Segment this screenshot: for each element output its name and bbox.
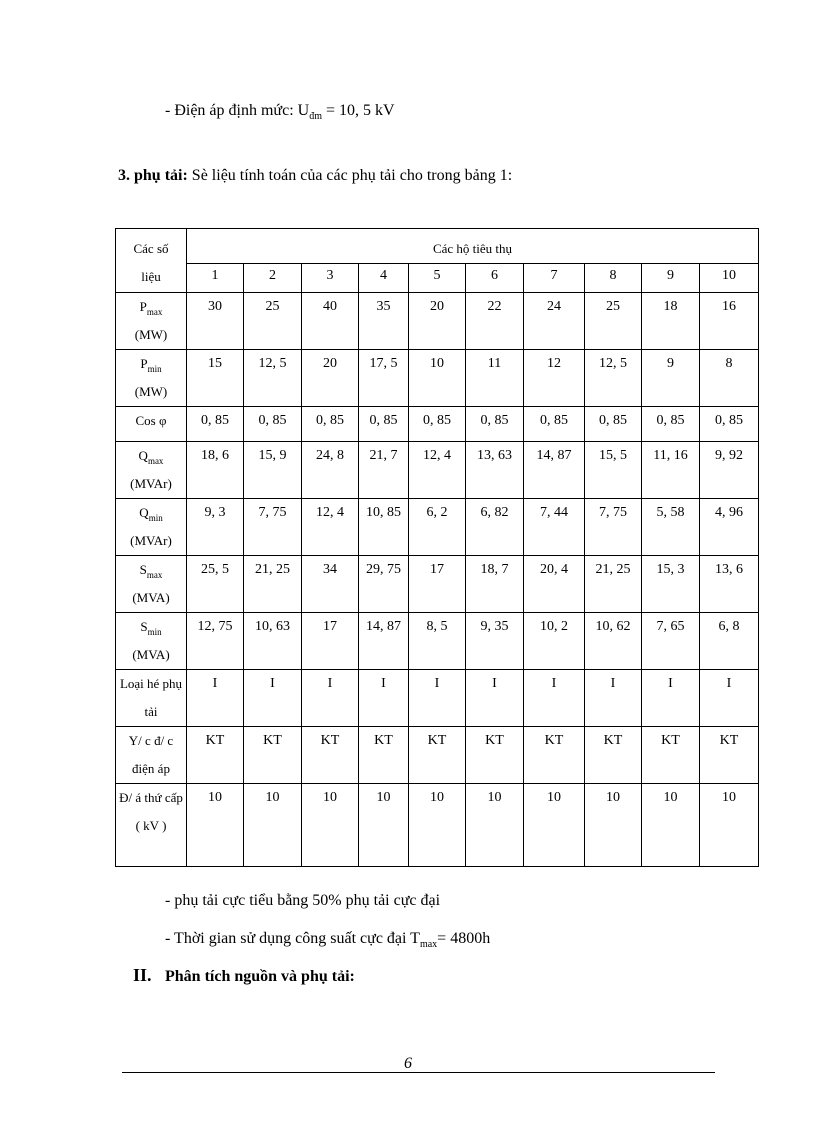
table-cell: 10 — [302, 784, 359, 867]
note-tmax-label: - Thời gian sử dụng công suất cực đại T — [165, 930, 420, 947]
column-header-2: 2 — [244, 264, 302, 293]
table-row — [116, 613, 759, 670]
table-cell: 9, 35 — [466, 613, 524, 670]
table-cell: 10 — [700, 784, 759, 867]
corner-line-2: liệu — [141, 269, 161, 284]
rated-voltage-label: - Điện áp định mức: U — [165, 102, 310, 119]
column-header-8: 8 — [585, 264, 642, 293]
table-cell: 15 — [187, 350, 244, 407]
table-header-row-2 — [116, 264, 759, 293]
table-cell: 21, 25 — [585, 556, 642, 613]
table-cell: 8 — [700, 350, 759, 407]
table-cell: I — [302, 670, 359, 727]
table-cell: 0, 85 — [642, 407, 700, 442]
table-cell: I — [187, 670, 244, 727]
table-cell: 17, 5 — [359, 350, 409, 407]
page-number: 6 — [404, 1055, 412, 1072]
load-data-table — [115, 228, 759, 867]
table-cell: 12, 5 — [244, 350, 302, 407]
row-label-subscript: min — [147, 627, 162, 637]
table-cell: 12 — [524, 350, 585, 407]
table-cell: 10 — [466, 784, 524, 867]
table-cell: 17 — [409, 556, 466, 613]
consumers-header: Các hộ tiêu thụ — [187, 229, 759, 264]
row-label-unit: (MVA) — [132, 590, 170, 605]
table-cell: 0, 85 — [359, 407, 409, 442]
row-label-main: Y/ c đ/ c điện áp — [128, 733, 174, 776]
table-cell: 20 — [302, 350, 359, 407]
table-cell: 11, 16 — [642, 442, 700, 499]
table-cell: 10 — [585, 784, 642, 867]
table-cell: 0, 85 — [244, 407, 302, 442]
table-cell: 0, 85 — [585, 407, 642, 442]
table-cell: 13, 63 — [466, 442, 524, 499]
table-cell: 18, 7 — [466, 556, 524, 613]
table-cell: 25 — [244, 293, 302, 350]
table-cell: 25 — [585, 293, 642, 350]
table-cell: 10, 85 — [359, 499, 409, 556]
table-cell: 18, 6 — [187, 442, 244, 499]
row-label-main: S — [140, 619, 148, 634]
row-label-main: Cos φ — [135, 413, 167, 428]
table-cell: 29, 75 — [359, 556, 409, 613]
note-tmax — [165, 930, 490, 948]
row-label-subscript: min — [148, 513, 163, 523]
table-cell: 24, 8 — [302, 442, 359, 499]
row-label-main: Loại hé phụ tải — [119, 676, 183, 719]
row-label-subscript: max — [146, 570, 163, 580]
row-label — [116, 670, 187, 727]
table-cell: KT — [642, 727, 700, 784]
row-label-main: Đ/ á thứ cấp ( kV ) — [119, 790, 183, 833]
table-cell: I — [359, 670, 409, 727]
row-label-unit: (MW) — [134, 327, 168, 342]
table-cell: 12, 5 — [585, 350, 642, 407]
table-cell: 0, 85 — [466, 407, 524, 442]
table-row — [116, 293, 759, 350]
table-cell: 25, 5 — [187, 556, 244, 613]
table-cell: 9, 92 — [700, 442, 759, 499]
row-label-unit: (MVAr) — [130, 533, 172, 548]
table-cell: 0, 85 — [409, 407, 466, 442]
table-cell: 5, 58 — [642, 499, 700, 556]
table-cell: 30 — [187, 293, 244, 350]
table-cell: 21, 7 — [359, 442, 409, 499]
table-cell: I — [244, 670, 302, 727]
section-3-title: 3. phụ tải: — [118, 167, 188, 184]
row-label-main: Q — [138, 448, 148, 463]
table-cell: 7, 75 — [244, 499, 302, 556]
note-min-load: - phụ tải cực tiểu bằng 50% phụ tải cực đại — [165, 892, 441, 909]
row-label-main: Q — [139, 505, 149, 520]
table-cell: 14, 87 — [359, 613, 409, 670]
table-cell: I — [642, 670, 700, 727]
row-label — [116, 293, 187, 350]
section-2-title: Phân tích nguồn và phụ tải: — [165, 968, 355, 985]
table-cell: 0, 85 — [302, 407, 359, 442]
table-cell: 10, 63 — [244, 613, 302, 670]
table-cell: 10 — [409, 784, 466, 867]
table-cell: 20, 4 — [524, 556, 585, 613]
note-tmax-value: = 4800h — [437, 930, 491, 947]
table-cell: KT — [187, 727, 244, 784]
row-label-unit: (MW) — [134, 384, 168, 399]
table-cell: 11 — [466, 350, 524, 407]
row-label — [116, 499, 187, 556]
table-cell: 34 — [302, 556, 359, 613]
table-cell: 10 — [642, 784, 700, 867]
footer-rule — [122, 1072, 715, 1073]
column-header-7: 7 — [524, 264, 585, 293]
row-label-unit: (MVA) — [132, 647, 170, 662]
row-label-main: S — [139, 562, 147, 577]
table-cell: 10 — [409, 350, 466, 407]
table-cell: KT — [466, 727, 524, 784]
table-cell: 21, 25 — [244, 556, 302, 613]
row-label-main: P — [139, 299, 147, 314]
section-3-heading — [118, 167, 512, 185]
table-cell: 8, 5 — [409, 613, 466, 670]
table-cell: 40 — [302, 293, 359, 350]
row-label-subscript: max — [146, 307, 163, 317]
column-header-1: 1 — [187, 264, 244, 293]
table-cell: I — [700, 670, 759, 727]
table-cell: I — [585, 670, 642, 727]
corner-header — [116, 229, 187, 293]
table-cell: KT — [409, 727, 466, 784]
row-label-subscript: min — [147, 364, 162, 374]
table-cell: 16 — [700, 293, 759, 350]
table-cell: 6, 8 — [700, 613, 759, 670]
section-3-text: Sè liệu tính toán của các phụ tải cho trong bảng 1: — [187, 167, 513, 184]
rated-voltage-value: = 10, 5 kV — [321, 102, 395, 119]
table-row — [116, 727, 759, 784]
row-label — [116, 784, 187, 867]
table-cell: 17 — [302, 613, 359, 670]
table-cell: 10 — [187, 784, 244, 867]
row-label-unit: (MVAr) — [130, 476, 172, 491]
table-cell: I — [524, 670, 585, 727]
table-row — [116, 350, 759, 407]
row-label — [116, 727, 187, 784]
section-2-number: II. — [133, 965, 152, 985]
table-cell: 7, 75 — [585, 499, 642, 556]
rated-voltage-line — [165, 102, 395, 120]
table-cell: 10 — [524, 784, 585, 867]
table-cell: I — [466, 670, 524, 727]
table-cell: 24 — [524, 293, 585, 350]
table-cell: I — [409, 670, 466, 727]
table-cell: 6, 82 — [466, 499, 524, 556]
table-cell: 35 — [359, 293, 409, 350]
row-label — [116, 613, 187, 670]
section-2-heading — [133, 965, 355, 986]
rated-voltage-subscript: đm — [309, 111, 322, 122]
table-body — [116, 293, 759, 867]
column-header-9: 9 — [642, 264, 700, 293]
table-cell: 9 — [642, 350, 700, 407]
table-cell: 12, 4 — [302, 499, 359, 556]
table-cell: 15, 9 — [244, 442, 302, 499]
column-header-10: 10 — [700, 264, 759, 293]
table-cell: 9, 3 — [187, 499, 244, 556]
table-row — [116, 784, 759, 867]
table-cell: 0, 85 — [187, 407, 244, 442]
table-cell: 6, 2 — [409, 499, 466, 556]
table-cell: 0, 85 — [524, 407, 585, 442]
table-cell: 4, 96 — [700, 499, 759, 556]
table-cell: KT — [585, 727, 642, 784]
table-cell: 15, 3 — [642, 556, 700, 613]
row-label — [116, 350, 187, 407]
table-cell: 12, 4 — [409, 442, 466, 499]
column-header-3: 3 — [302, 264, 359, 293]
table-row — [116, 499, 759, 556]
column-header-5: 5 — [409, 264, 466, 293]
table-cell: 13, 6 — [700, 556, 759, 613]
table-cell: KT — [359, 727, 409, 784]
table-cell: 7, 65 — [642, 613, 700, 670]
table-cell: 10, 62 — [585, 613, 642, 670]
table-cell: 12, 75 — [187, 613, 244, 670]
table-header-row-1 — [116, 229, 759, 264]
table-cell: 22 — [466, 293, 524, 350]
table-row — [116, 556, 759, 613]
row-label — [116, 407, 187, 442]
table-cell: KT — [524, 727, 585, 784]
row-label — [116, 556, 187, 613]
table-row — [116, 442, 759, 499]
table-cell: 10 — [359, 784, 409, 867]
table-row — [116, 407, 759, 442]
table-cell: 18 — [642, 293, 700, 350]
table-cell: 14, 87 — [524, 442, 585, 499]
row-label-subscript: max — [147, 456, 164, 466]
table-cell: KT — [244, 727, 302, 784]
note-tmax-subscript: max — [419, 939, 438, 950]
table-cell: 0, 85 — [700, 407, 759, 442]
column-header-4: 4 — [359, 264, 409, 293]
table-cell: 15, 5 — [585, 442, 642, 499]
table-cell: 20 — [409, 293, 466, 350]
table-row — [116, 670, 759, 727]
table-cell: 7, 44 — [524, 499, 585, 556]
table-cell: KT — [700, 727, 759, 784]
row-label-main: P — [140, 356, 148, 371]
corner-line-1: Các số — [133, 241, 169, 256]
table-cell: 10 — [244, 784, 302, 867]
row-label — [116, 442, 187, 499]
column-header-6: 6 — [466, 264, 524, 293]
table-cell: 10, 2 — [524, 613, 585, 670]
table-cell: KT — [302, 727, 359, 784]
